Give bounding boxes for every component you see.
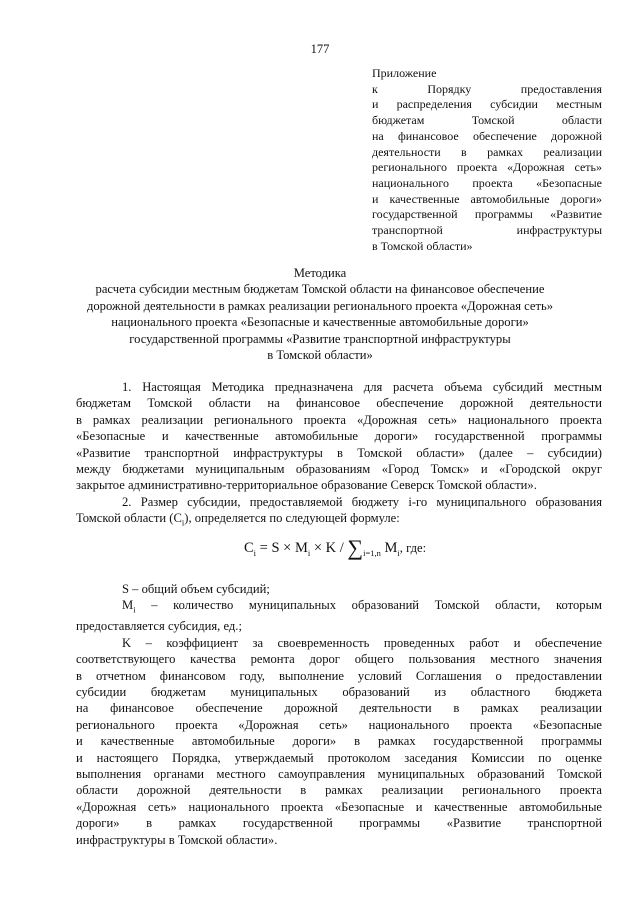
definition-s: S – общий объем субсидий; [122, 582, 270, 596]
definition-k-line: инфраструктуры в Томской области». [76, 832, 278, 847]
definitions [76, 581, 602, 848]
definition-k-line: области дорожной деятельности в рамках реализации регионального проекта [76, 783, 602, 798]
title-line: расчета субсидии местным бюджетам Томской области на финансовое обеспечение [95, 282, 545, 297]
title-line: дорожной деятельности в рамках реализации регионального проекта «Дорожная сеть» [86, 298, 554, 313]
definition-k-line: субсидии бюджетам муниципальных образований из областного бюджета [76, 684, 602, 699]
page-number: 177 [310, 42, 330, 56]
paragraph-line [76, 510, 602, 531]
paragraph-1 [76, 379, 602, 494]
formula-subscript: i [253, 548, 257, 558]
paragraph-line: между бюджетами муниципальным образованиям «Город Томск» и «Городской округ [76, 462, 602, 477]
document-title [60, 265, 580, 363]
title-line: Методика [293, 266, 347, 280]
formula-lhs: C [244, 540, 254, 556]
paragraph-text: Томской области (С [76, 511, 182, 526]
definition-k-line: «Дорожная сеть» национального проекта «Безопасные и качественные автомобильные [76, 799, 602, 814]
definition-k-line: и настоящего Порядка, утверждаемый протоколом заседания Комиссии по оценке [76, 750, 602, 765]
paragraph-line: закрытое административно-территориальное образование Северск Томской области». [76, 478, 537, 493]
subscript: i [181, 517, 185, 528]
appendix-line: на финансовое обеспечение дорожной [372, 128, 602, 143]
title-line: государственной программы «Развитие транспортной инфраструктуры [129, 331, 511, 346]
definition-text: M [122, 598, 134, 613]
definition-k-line: на финансовое обеспечение дорожной деятельности в рамках реализации [76, 701, 602, 716]
definition-k-line: дороги» в рамках государственной программы «Развитие транспортной [76, 816, 602, 831]
definition-k-line: и качественные автомобильные дороги» в рамках государственной программы [76, 734, 602, 749]
subsidy-formula [244, 536, 504, 561]
appendix-line: и качественные автомобильные дороги» [372, 191, 602, 206]
definition-text: – количество муниципальных образований Томской области, которым [135, 598, 602, 613]
formula-subscript: i=1,n [363, 548, 381, 558]
paragraph-line: «Развитие транспортной инфраструктуры в Томской области» (далее – субсидии) [76, 445, 602, 460]
appendix-line: государственной программы «Развитие [372, 207, 602, 222]
definition-k-line: соответствующего качества ремонта дорог общего пользования местного значения [76, 652, 602, 667]
paragraph-line: «Безопасные и качественные автомобильные дороги» государственной программы [76, 429, 602, 444]
paragraph-text: ), определяется по следующей формуле: [184, 511, 400, 526]
definition-line: предоставляется субсидия, ед.; [76, 619, 242, 634]
definition-mi [76, 597, 602, 618]
title-line: национального проекта «Безопасные и качественные автомобильные дороги» [111, 315, 529, 330]
formula-part: = S × M [256, 540, 308, 556]
definition-k-line: выполнения органами местного самоуправления муниципальных образований Томской [76, 766, 602, 781]
paragraph-line: 2. Размер субсидии, предоставляемой бюджету i-го муниципального образования [122, 495, 602, 509]
formula-tail: , где: [399, 541, 427, 555]
formula-part: M [380, 540, 398, 556]
paragraph-2 [76, 494, 602, 531]
appendix-line: регионального проекта «Дорожная сеть» [372, 160, 602, 175]
title-line: в Томской области» [267, 348, 373, 363]
formula-subscript: i [307, 548, 311, 558]
appendix-line: в Томской области» [372, 238, 473, 253]
appendix-line: национального проекта «Безопасные [372, 175, 602, 190]
formula-part: × K / [310, 540, 348, 556]
sum-symbol: ∑ [347, 535, 364, 560]
definition-k-line: регионального проекта «Дорожная сеть» национального проекта «Безопасные [76, 717, 602, 732]
appendix-line: и распределения субсидии местным [372, 97, 602, 112]
definition-k-line: в отчетном финансовом году, выполнение условий Соглашения о предоставлении [76, 668, 602, 683]
paragraph-line: в рамках реализации регионального проекта «Дорожная сеть» национального проекта [76, 412, 602, 427]
appendix-line: деятельности в рамках реализации [372, 144, 602, 159]
appendix-line: к Порядку предоставления [372, 81, 602, 96]
appendix-line: Приложение [372, 66, 437, 80]
formula-subscript: i [397, 548, 400, 558]
paragraph-line: 1. Настоящая Методика предназначена для расчета объема субсидий местным [122, 380, 602, 394]
subscript: i [133, 604, 136, 615]
appendix-header [372, 66, 602, 254]
paragraph-line: бюджетам Томской области на финансовое обеспечение дорожной деятельности [76, 396, 602, 411]
appendix-line: транспортной инфраструктуры [372, 223, 602, 238]
appendix-line: бюджетам Томской области [372, 113, 602, 128]
definition-k-line: K – коэффициент за своевременность проведенных работ и обеспечение [122, 635, 602, 650]
